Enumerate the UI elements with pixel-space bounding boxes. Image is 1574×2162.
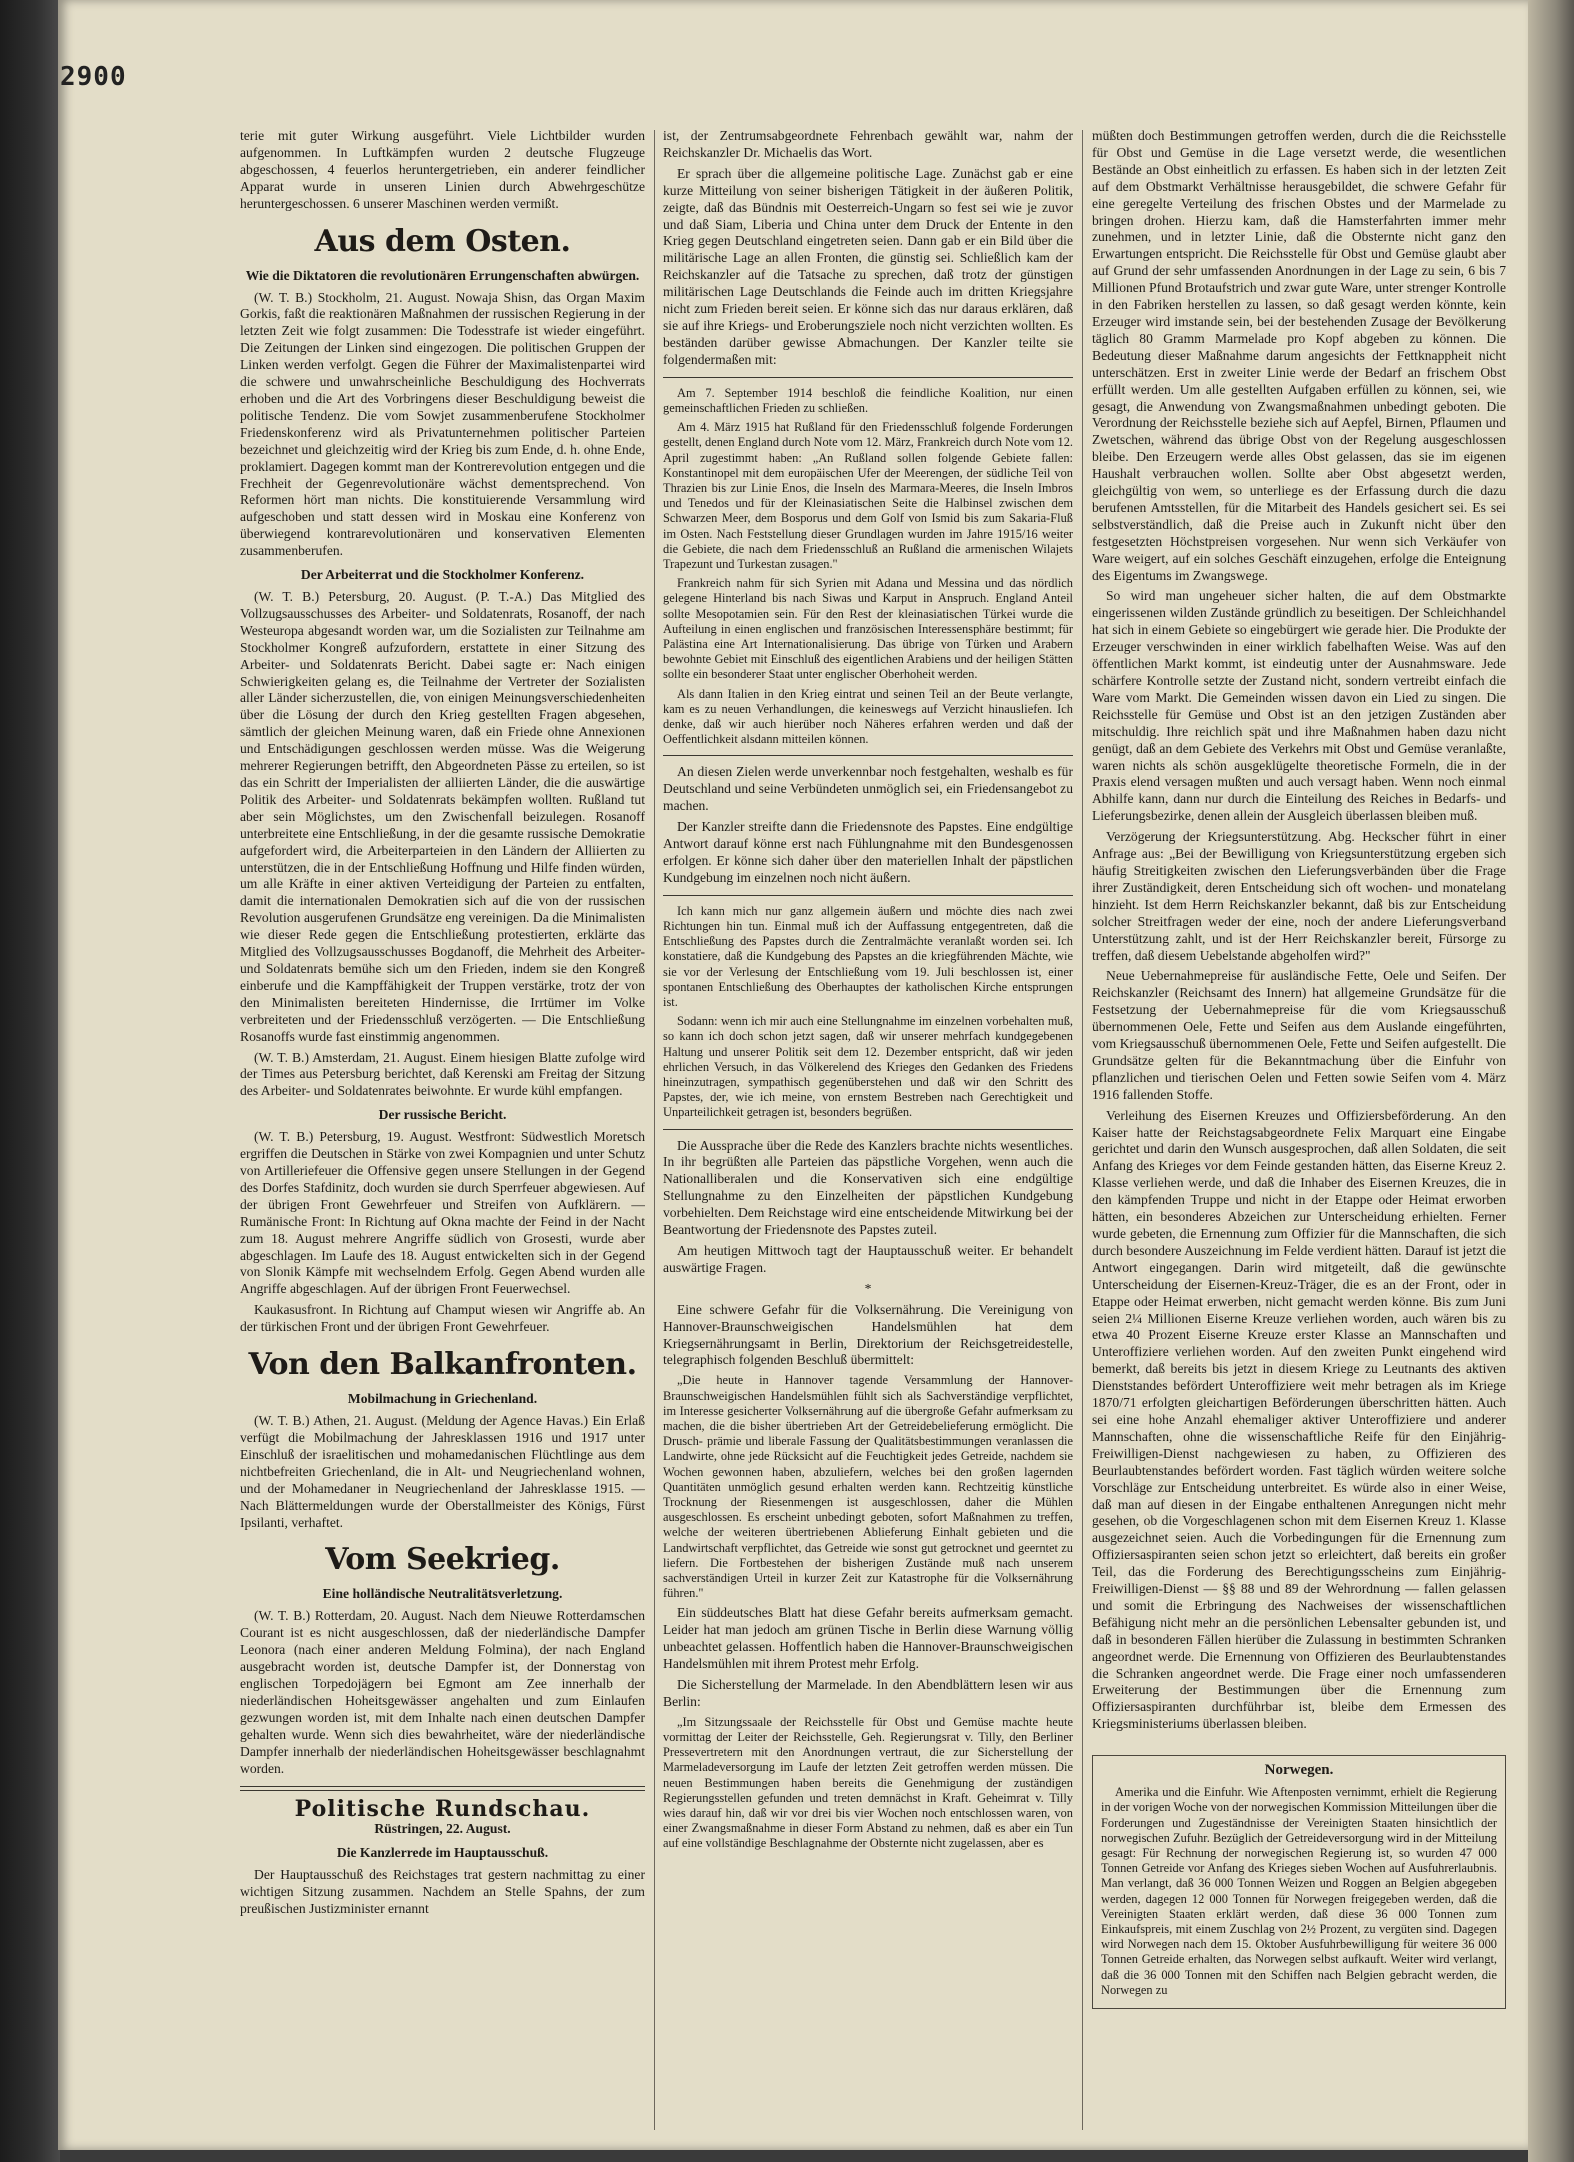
norwegen-box bbox=[1092, 1755, 1506, 2009]
page-stack-edge bbox=[1528, 0, 1574, 2162]
quote-divider bbox=[663, 377, 1073, 378]
article-paragraph: (W. T. B.) Amsterdam, 21. August. Einem hiesigen Blatte zufolge wird der Times aus Petersburg berichtet, daß Kerenski am Freitag der Sitzung des Arbeiter- und Soldatenrates beiwohnte. Er wurde kühl empfangen. bbox=[240, 1049, 645, 1099]
article-paragraph: Ein süddeutsches Blatt hat diese Gefahr bereits aufmerksam gemacht. Leider hat man jedoch am grünen Tische in Berlin diese Warnung völlig unbeachtet gelassen. Hoffentlich haben die Hannover-Braunschweigischen Handelsmühlen mit ihrem Protest mehr Erfolg. bbox=[663, 1605, 1073, 1672]
section-title-osten: Aus dem Osten. bbox=[314, 223, 571, 259]
section-divider bbox=[240, 1786, 645, 1791]
section-title-rundschau: Politische Rundschau. bbox=[294, 1795, 591, 1822]
article-paragraph: Eine schwere Gefahr für die Volksernährung. Die Vereinigung von Hannover-Braunschweigischen Handelsmühlen hat dem Kriegsernährungsamt in Berlin, Direktorium der Reichsgetreidestelle, telegraphisch folgenden Beschluß übermittelt: bbox=[663, 1301, 1073, 1368]
quoted-paragraph: „Die heute in Hannover tagende Versammlung der Hannover-Braunschweigischen Handelsmühlen fühlt sich als Sachverständige verpflichtet, im Interesse gesicherter Volksernährung auf die übergroße Gefahr aufmerksam zu machen, die die bisher übertrieben Art der Getreidebelieferung ermöglicht. Die Drusch- prämie und liberale Fassung der Qualitätsbestimmungen veranlassen die Landwirte, ohne jede Rücksicht auf die Feuchtigkeit jedes Getreide, nachdem sie Wochen gewonnen haben, abzuliefern, welches bei den großen lagernden Quantitäten unmöglich gesund erhalten werden kann. Rechtzeitig künstliche Trocknung der Riesenmengen ist ausgeschlossen, daher die Mühlen ausgeschlossen. Es erscheint unbedingt geboten, sofort Maßnahmen zu treffen, welche der weiteren übertriebenen Ablieferung Einhalt gebieten und die Landwirtschaft verpflichtet, das Getreide wie sonst gut getrocknet und geerntet zu liefern. Die Fortbestehen der bisherigen Zustände muß nach unserem sachverständigen Urteil in kurzer Zeit zur Katastrophe für die Volksernährung führen." bbox=[663, 1373, 1073, 1601]
article-paragraph: (W. T. B.) Petersburg, 20. August. (P. T.-A.) Das Mitglied des Vollzugsausschusses des Arbeiter- und Soldatenrats, Rosanoff, der nach Westeuropa abgesandt worden war, um die Sozialisten zur Teilnahme am Stockholmer Kongreß aufzufordern, erstattete in einer Sitzung des Arbeiter- und Soldatenrats Bericht. Dabei sagte er: Nach einigen Schwierigkeiten gelang es, die Teilnahme der Vertreter der Sozialisten aller Länder sicherzustellen, die, von einigen Meinungsverschiedenheiten über die Lösung der durch den Krieg gestellten Fragen abgesehen, sämtlich der gleichen Meinung waren, daß ein Friede ohne Annexionen und Entschädigungen geschlossen werden müsse. Was die Weigerung mehrerer Regierungen betrifft, den Abgeordneten Pässe zu erteilen, so ist das ein Schritt der Imperialisten der alliierten Länder, die die auswärtige Politik des Arbeiter- und Soldatenrats bekämpfen wollten. Rußland tut aber sein Möglichstes, um den Zwischenfall beizulegen. Rosanoff unterbreitete eine Entschließung, in der die gesamte russische Demokratie aufgefordert wird, die Arbeiterparteien in den Ländern der Alliierten zu unterstützen, die in der Entschließung Hoffnung und Hilfe finden würden, um alle Kräfte in einer aktiven Verteidigung der Parteien zu entfalten, damit die internationalen Demokratien sich auf die von der russischen Revolution ausgerufenen Grundsätze eng vereinigen. Da die Minimalisten wie dieser Rede gegen die Entschließung protestierten, erklärte das Mitglied des Vollzugsausschusses Bogdanoff, die Mehrheit des Arbeiter- und Soldatenrats bemühe sich um den Frieden, indem sie den Kongreß einberufe und die Kampffähigkeit der Truppen verstärke, trotz der von den Minimalisten bereiteten Hindernisse, die Irrtümer im Volke verbreiteten und der Friedensschluß verzögerten. — Die Entschließung Rosanoffs wurde fast einstimmig angenommen. bbox=[240, 589, 645, 1044]
article-paragraph: Die Aussprache über die Rede des Kanzlers brachte nichts wesentliches. In ihr begrüßten alle Parteien das päpstliche Vorgehen, wenn auch die Nationalliberalen und die Konservativen sich eine endgültige Stellungnahme zu den Einzelheiten der päpstlichen Kundgebung vorbehielten. Dem Reichstage wird eine entscheidende Mitwirkung bei der Beantwortung der Friedensnote des Papstes zuteil. bbox=[663, 1137, 1073, 1238]
dateline: Rüstringen, 22. August. bbox=[374, 1821, 511, 1837]
section-title-seekrieg: Vom Seekrieg. bbox=[325, 1542, 560, 1578]
quoted-paragraph: „Im Sitzungssaale der Reichsstelle für Obst und Gemüse machte heute vormittag der Leiter der Reichsstelle, Geh. Regierungsrat v. Tilly, den Berliner Pressevertretern mit den Anordnungen vertraut, die zur Sicherstellung der Marmeladeversorgung im Laufe der letzten Zeit getroffen werden müssen. Die neuen Bestimmungen haben bereits die Genehmigung der zuständigen Regierungsstellen gefunden und treten demnächst in Kraft. Geheimrat v. Tilly wies darauf hin, daß wir vor drei bis vier Wochen noch entschlossen waren, von einer Zwangsmaßnahme in dieser Form Abstand zu nehmen, daß es aber ein Tun auf eine vollständige Beschlagnahme der Obsternte nicht zugelassen, aber es bbox=[663, 1714, 1073, 1851]
page-number: 2900 bbox=[60, 62, 127, 92]
article-paragraph: (W. T. B.) Petersburg, 19. August. Westfront: Südwestlich Moretsch ergriffen die Deutschen in Stärke von zwei Kompagnien und unter Schutz von Artilleriefeuer die Offensive gegen unsere Stellungen in der Gegend des Dorfes Stafdinitz, doch wurden sie durch Sperrfeuer abgewiesen. Auf der übrigen Front Gewehrfeuer und Streifen von Aufklärern. — Rumänische Front: In Richtung auf Okna machte der Feind in der Nacht zum 18. August mehrere Angriffe südlich von Grosesti, wurde aber abgeschlagen. Im Laufe des 18. August entwickelten sich in der Gegend von Slonik Kämpfe mit wechselndem Erfolg. Gegen Abend wurden alle Angriffe abgeschlagen. Auf der übrigen Front Feuerwechsel. bbox=[240, 1129, 645, 1297]
box-title: Norwegen. bbox=[1264, 1762, 1334, 1779]
article-paragraph: Die Sicherstellung der Marmelade. In den Abendblättern lesen wir aus Berlin: bbox=[663, 1677, 1073, 1709]
column-rule-1 bbox=[654, 130, 655, 2130]
article-paragraph: Der Kanzler streifte dann die Friedensnote des Papstes. Eine endgültige Antwort darauf könne erst nach Fühlungnahme mit den Bundesgenossen erfolgen. Er könne sich daher über den materiellen Inhalt der päpstlichen Kundgebung im einzelnen noch nicht äußern. bbox=[663, 819, 1073, 885]
quoted-paragraph: Frankreich nahm für sich Syrien mit Adana und Messina und das nördlich gelegene Hinterland bis nach Siwas und Karput in Anspruch. England Anteil sollte Mesopotamien sein. Für den Rest der kleinasiatischen Türkei wurde die Aufteilung in einen englischen und französischen Interessensphäre bestimmt; für Palästina eine Art Internationalisierung. Das übrige von Türken und Arabern bewohnte Gebiet mit Einschluß des eigentlichen Arabiens und der heiligen Stätten sollte ein besonderer Staat unter englischer Oberhoheit werden. bbox=[663, 576, 1073, 682]
article-subtitle: Wie die Diktatoren die revolutionären Errungenschaften abwürgen. bbox=[245, 267, 640, 283]
article-paragraph: (W. T. B.) Rotterdam, 20. August. Nach dem Nieuwe Rotterdamschen Courant ist es nicht ausgeschlossen, daß der niederländische Dampfer Leonora (nach einer anderen Meldung Folmina), der nach England ausgebracht worden ist, deutsche Dampfer ist, der Donnerstag von englischen Torpedojägern bei Egmont am Zee innerhalb der niederländischen Hoheitsgewässer angehalten und zum Einlaufen gezwungen worden ist, mit dem Inhalte nach einen deutschen Dampfer gehalten wurde. Wenn sich dies bewahrheitet, wäre der niederländische Dampfer innerhalb der niederländischen Hoheitsgewässer beschlagnahmt worden. bbox=[240, 1608, 645, 1776]
book-binding-edge bbox=[0, 0, 60, 2162]
article-paragraph: Kaukasusfront. In Richtung auf Champut wiesen wir Angriffe ab. An der türkischen Front und der übrigen Front Gewehrfeuer. bbox=[240, 1302, 645, 1335]
article-paragraph: Der Hauptausschuß des Reichstages trat gestern nachmittag zu einer wichtigen Sitzung zusammen. Nachdem an Stelle Spahns, der zum preußischen Justizminister ernannt bbox=[240, 1867, 645, 1917]
section-title-balkan: Von den Balkanfronten. bbox=[248, 1347, 637, 1383]
article-paragraph: So wird man ungeheuer sicher halten, die auf dem Obstmarkte eingerissenen wilden Zustände gründlich zu beseitigen. Der Schleichhandel hat sich in einem Gebiete so eingebürgert wie gerade hier. Die Produkte der Erzeuger verschwinden in einer wirklich fabelhaften Weise. Was auf den öffentlichen Markt kommt, ist eindeutig unter der Ausnahmsware. Jede schärfere Kontrolle setzte der Zustand nicht, sondern vertreibt einfach die Ware vom Markt. Die Gemeinden wissen davon ein Lied zu singen. Die Reichsstelle für Gemüse und Obst ist an den jetzigen Zuständen aber mitschuldig. Ihre reichlich spät und ihre Maßnahmen haben dazu nicht genügt, daß an dem Gebiete des Verkehrs mit Obst und Gemüse veranlaßte, waren nichts als schön ausgeklügelte theoretische Formeln, die in der Praxis elend versagen mußten und auch versagt haben. Wenn noch einmal Abhilfe kann, dann nur durch die Einteilung des Reiches in Bedarfs- und Lieferungsbezirke, denen allein der Ausgleich überlassen bleiben muß. bbox=[1092, 588, 1506, 824]
separator-star: * bbox=[864, 1280, 872, 1296]
quoted-paragraph: Am 4. März 1915 hat Rußland für den Friedensschluß folgende Forderungen gestellt, denen England durch Note vom 12. März, Frankreich durch Note vom 12. April zugestimmt haben: „An Rußland sollen folgende Gebiete fallen: Konstantinopel mit dem europäischen Ufer der Meerengen, der südliche Teil von Thrazien bis zur Linie Enos, die Inseln des Marmara-Meeres, die Inseln Imbros und Tenedos und für der Kleinasiatischen Seite die Halbinsel zwischen dem Schwarzen Meer, dem Bosporus und dem Golf von Ismid bis zum Sakaria-Fluß im Osten. Nach Feststellung dieser Grundlagen wurden im Jahre 1915/16 weiter die Gebiete, die nach dem Friedensschluß an Rußland die armenischen Wilajets Trapezunt und Turkestan zusagen." bbox=[663, 420, 1073, 571]
article-subtitle: Mobilmachung in Griechenland. bbox=[347, 1391, 538, 1407]
article-paragraph: müßten doch Bestimmungen getroffen werden, durch die die Reichsstelle für Obst und Gemüse in die Lage versetzt werde, die wesentlichen Bestände an Obst einheitlich zu erfassen. Es haben sich in der letzten Zeit auf dem Obstmarkt Verhältnisse herausgebildet, die schwere Gefahr für eine geregelte Verteilung des frischen Obstes und der Marmelade zu bringen drohen. Hierzu kam, daß die Hamsterfahrten immer mehr zunehmen, und in letzter Linie, daß die Obsternte nicht ganz den Erwartungen entspricht. Die Reichsstelle für Obst und Gemüse glaubt aber auf Grund der sehr umfassenden Anordnungen in der Lage zu sein, 6 bis 7 Millionen Pfund Brotaufstrich und zwar gute Ware, unter strenger Kontrolle in den Fabriken herstellen zu lassen, so daß gesagt werden könnte, kein Erzeuger wird imstande sein, bei der bestehenden Zusage der Bevölkerung täglich 80 Gramm Marmelade pro Kopf abgeben zu können. Die Bedeutung dieser Maßnahme darum angesichts der Fettknappheit nicht unterschätzen. Erst in zweiter Linie werde der Bedarf an frischem Obst erfüllt werden. Um alle gestellten Aufgaben erfüllen zu können, sei, wie gesagt, die Anwendung von Zwangsmaßnahmen unbedingt geboten. Die Verordnung der Reichsstelle beziehe sich auf Aepfel, Birnen, Pflaumen und Zwetschen, während das übrige Obst von der Regelung ausgeschlossen bleibe. Den Erzeugern werde alles Obst gelassen, das sie im eigenen Haushalt verbrauchen wollen. Sollte aber Obst abgesetzt werden, gleichgültig von wem, so unterliege es der Erfassung durch die dazu berufenen Amtsstellen, für die Mitarbeit des Handels gesichert sei. Es sei selbstverständlich, daß die Preise auch in Zukunft nicht über den festgesetzten Höchstpreisen vorgesehen. Nur wenn sich Verkäufer von Ware weigert, auf ein solches Geschäft einzugehen, erfolge die Enteignung des Eigentums im Zwangswege. bbox=[1092, 128, 1506, 583]
article-paragraph: Verleihung des Eisernen Kreuzes und Offiziersbeförderung. An den Kaiser hatte der Reichstagsabgeordnete Felix Marquart eine Eingabe gerichtet und darin den Wunsch ausgesprochen, daß allen Soldaten, die seit Anfang des Krieges vor dem Feinde gestanden hätten, das Eiserne Kreuz 2. Klasse verliehen werde, und daß die Inhaber des Eisernen Kreuzes, die in den kämpfenden Truppe und nicht in der Etappe oder Heimat erworben hätten, ein besonderes Abzeichen zur Unterscheidung erhielten. Ferner wurde gebeten, die Ernennung zum Offizier für die Mannschaften, die sich durch besondere Auszeichnung im Felde verdient hätten. Darauf ist jetzt die Antwort eingegangen. Darin wird mitgeteilt, daß die gewünschte Unterscheidung der Eisernen-Kreuz-Träger, die es an der Front, oder in Etappe oder Heimat erwerben, nicht gemacht werden könne. Bis zum Juni seien 2¼ Millionen Eiserne Kreuze verliehen worden, auch wären bis zu etwa 40 Prozent Eiserne Kreuze erster Klasse an Mannschaften und Unteroffiziere verliehen worden. Auf den zweiten Punkt eingehend wird bemerkt, daß bereits bis jetzt in diesem Kriege zu Leutnants des aktiven Dienststandes befördert Unteroffiziere weit mehr betragen als im Kriege 1870/71 erfolgten gleichartigen Beförderungen überschritten hätten. Auch sei eine hohe Anzahl ehemaliger aktiver Unteroffiziere und anderer Mannschaften, ohne die wissenschaftliche Reife für den Einjährig-Freiwilligen-Dienst nachgewiesen zu haben, zu Offizieren des Beurlaubtenstandes befördert worden. Fast täglich würden weitere solche Vorschläge zur Entscheidung unterbreitet. Es würde also in einer Weise, daß man auf diesen in der Eingabe enthaltenen Anregungen nicht mehr gesehen, ob die Vorgeschlagenen schon mit dem Eisernen Kreuz 1. Klasse ausgezeichnet seien. Auch die Vorbedingungen für die Ernennung zum Offiziersaspiranten seien schon jetzt so erleichtert, daß bereits ein großer Teil, das die Forderung des Berechtigungsscheins zum Einjährig-Freiwilligen-Dienst — §§ 88 und 89 der Wehrordnung — fallen gelassen und somit die Erbringung des Nachweises der wissenschaftlichen Befähigung nicht mehr an die persönlichen Lebensalter gebunden ist, und daß in besonderen Fällen hierüber die Zulassung in bestimmten Schranken angeordnet werde. Die Ernennung von Offizieren des Beurlaubtenstandes die Schranken angeordnet werde. Die Frage einer noch umfassenderen Erweiterung der Bestimmungen über die Ernennung zum Offiziersaspiranten durchführbar ist, bleibe dem Ermessen des Kriegsministeriums überlassen bleiben. bbox=[1092, 1107, 1506, 1732]
column-3 bbox=[1092, 128, 1506, 2138]
article-subtitle: Der Arbeiterrat und die Stockholmer Konferenz. bbox=[300, 567, 585, 583]
quoted-paragraph: Sodann: wenn ich mir auch eine Stellungnahme im einzelnen vorbehalten muß, so kann ich doch schon jetzt sagen, daß wir unserer mehrfach kundgegebenen Haltung und unserer Politik seit dem 12. Dezember entspricht, daß wir jeden ehrlichen Versuch, in das Völkerelend des Krieges den Gedanken des Friedens hineinzutragen, sympathisch gegenüberstehen und daß wir den Schritt des Papstes, der, wie ich meine, von ernstem Bestreben nach Gerechtigkeit und Unparteilichkeit getragen ist, besonders begrüßen. bbox=[663, 1014, 1073, 1120]
article-paragraph: (W. T. B.) Stockholm, 21. August. Nowaja Shisn, das Organ Maxim Gorkis, faßt die reaktionären Maßnahmen der russischen Regierung in der letzten Zeit wie folgt zusammen: Die Todesstrafe ist wieder eingeführt. Die Zeitungen der Linken sind eingezogen. Die politischen Gruppen der Linken werden verfolgt. Gegen die Führer der Maximalistenpartei wird die schwere und unwahrscheinliche Beschuldigung des Hochverrats erhoben und die Art des Vorbringens dieser Beschuldigung beweist die politische Tendenz. Die vom Sowjet zusammenberufene Stockholmer Friedenskonferenz wird als Privatunternehmen politischer Parteien bezeichnet und gleichzeitig wird der Krieg bis zum Ende, d. h. ohne Ende, proklamiert. Dagegen kommt man der Kontrerevolution entgegen und die Frechheit der Gegenrevolutionäre wächst dementsprechend. Von Reformen hört man nichts. Die konstituierende Versammlung wird aufgeschoben und statt dessen wird in Moskau eine Konferenz von überwiegend kontrarevolutionären und konservativen Elementen zusammenberufen. bbox=[240, 289, 645, 559]
article-paragraph: Am heutigen Mittwoch tagt der Hauptausschuß weiter. Er behandelt auswärtige Fragen. bbox=[663, 1242, 1073, 1275]
article-subtitle: Der russische Bericht. bbox=[378, 1107, 507, 1123]
article-paragraph: Er sprach über die allgemeine politische Lage. Zunächst gab er eine kurze Mitteilung von seiner bisherigen Tätigkeit in der äußeren Politik, zeigte, daß das Bündnis mit Oesterreich-Ungarn so fest sei wie je zuvor und daß Siam, Liberia und China unter dem Druck der Entente in den Krieg gegen Deutschland eingetreten seien. Dann gab er ein Bild über die militärische Lage an allen Fronten, die günstig sei. Schließlich kam der Reichskanzler auf die Tatsache zu sprechen, daß trotz der günstigen militärischen Lage Deutschlands die Feinde auch im dritten Kriegsjahre nicht zum Frieden bereit seien. Er könne sich das nur daraus erklären, daß sie auf ihre Kriegs- und Eroberungsziele noch nicht verzichten wollten. Es beständen darüber gewisse Abmachungen. Der Kanzler teilte sie folgendermaßen mit: bbox=[663, 165, 1073, 367]
column-rule-2 bbox=[1082, 130, 1083, 2130]
article-paragraph: ist, der Zentrumsabgeordnete Fehrenbach gewählt war, nahm der Reichskanzler Dr. Michaelis das Wort. bbox=[663, 128, 1073, 160]
article-paragraph: Neue Uebernahmepreise für ausländische Fette, Oele und Seifen. Der Reichskanzler (Reichsamt des Innern) hat allgemeine Grundsätze für die Festsetzung der Uebernahmepreise für die vom Kriegsausschuß übernommenen Oele, Fette und Seifen aus dem Auslande eingeführten, vom Kriegsausschuß übernommenen Oele, Fette und Seifen aufgestellt. Die Grundsätze gelten für die Bekanntmachung über die Einfuhr von pflanzlichen und tierischen Oelen und Fetten sowie Seifen vom 4. März 1916 fallenden Stoffe. bbox=[1092, 968, 1506, 1102]
quote-divider bbox=[663, 755, 1073, 756]
quoted-paragraph: Ich kann mich nur ganz allgemein äußern und möchte dies nach zwei Richtungen hin tun. Einmal muß ich der Auffassung entgegentreten, daß die Entschließung des Papstes durch die Zentralmächte veranlaßt worden sei. Ich konstatiere, daß die Kundgebung des Papstes an die kriegführenden Mächte, wie sie vor der Verlesung der Entschließung vom 19. Juli beschlossen ist, einer spontanen Entschließung des Oberhauptes der katholischen Kirche entsprungen ist. bbox=[663, 903, 1073, 1009]
article-paragraph: (W. T. B.) Athen, 21. August. (Meldung der Agence Havas.) Ein Erlaß verfügt die Mobilmachung der Jahresklassen 1916 und 1917 unter Einschluß der israelitischen und mohamedanischen Flüchtlinge aus dem nichtbefreiten Griechenland, die in Alt- und Neugriechenland wohnen, und der Mohamedaner in Neugriechenland der Jahresklasse 1915. — Nach Blättermeldungen wurde der Oberstallmeister des Königs, Fürst Ipsilanti, verhaftet. bbox=[240, 1413, 645, 1530]
quoted-paragraph: Am 7. September 1914 beschloß die feindliche Koalition, nur einen gemeinschaftlichen Frieden zu schließen. bbox=[663, 385, 1073, 415]
quote-divider bbox=[663, 895, 1073, 896]
column-2 bbox=[663, 128, 1073, 2138]
article-subtitle: Die Kanzlerrede im Hauptausschuß. bbox=[336, 1845, 549, 1861]
column-1 bbox=[240, 128, 645, 2138]
article-continuation: terie mit guter Wirkung ausgeführt. Viele Lichtbilder wurden aufgenommen. In Luftkämpfen wurden 2 deutsche Flugzeuge abgeschossen, 4 feuerlos heruntergetrieben, ein anderer feindlicher Apparat wurde in unseren Linien durch Abwehrgeschütze heruntergeschossen. 6 unserer Maschinen werden vermißt. bbox=[240, 128, 645, 211]
box-paragraph: Amerika und die Einfuhr. Wie Aftenposten vernimmt, erhielt die Regierung in der vorigen Woche von der norwegischen Kommission Mitteilungen über die Forderungen und Zugeständnisse der Vereinigten Staaten hinsichtlich der norwegischen Zufuhr. Bezüglich der Getreideversorgung wird in der Mitteilung gesagt: Für Rechnung der norwegischen Regierung ist, so wurden 47 000 Tonnen Getreide vor Anfang des Krieges sieben Wochen auf Ausfuhrerlaubnis. Man verlangt, daß 36 000 Tonnen Weizen und Roggen an Belgien abgegeben werden, dagegen 12 000 Tonnen für Norwegen freigegeben werden, daß die Vereinigten Staaten erklärt werden, daß diese 36 000 Tonnen zum Einkaufspreis, mit einem Zuschlag von 2½ Prozent, zu vergüten sind. Dagegen wird Norwegen nach dem 15. Oktober Ausfuhrbewilligung für weitere 36 000 Tonnen Getreide erhalten, das Norwegen selbst aufkauft. Weiter wird verlangt, daß die 36 000 Tonnen mit den Schiffen nach Belgien gebracht werden, die Norwegen zu bbox=[1101, 1785, 1497, 1997]
article-subtitle: Eine holländische Neutralitätsverletzung. bbox=[322, 1586, 563, 1602]
quoted-paragraph: Als dann Italien in den Krieg eintrat und seinen Teil an der Beute verlangte, kam es zu neuen Verhandlungen, die keineswegs auf Verzicht hinausliefen. Ich denke, daß wir auch hierüber noch Näheres erfahren werden und daß der Oeffentlichkeit alsdann mitteilen können. bbox=[663, 686, 1073, 747]
quote-divider bbox=[663, 1129, 1073, 1130]
article-paragraph: An diesen Zielen werde unverkennbar noch festgehalten, weshalb es für Deutschland und seine Verbündeten unmöglich sei, ein Friedensangebot zu machen. bbox=[663, 764, 1073, 814]
article-paragraph: Verzögerung der Kriegsunterstützung. Abg. Heckscher führt in einer Anfrage aus: „Bei der Bewilligung von Kriegsunterstützung ergeben sich häufig Streitigkeiten zwischen den Lieferungsverbänden über die Frage ihrer Zuständigkeit, deren Entscheidung sich oft wochen- und monatelang hinzieht. Ist dem Herrn Reichskanzler bekannt, daß bis zur Entscheidung solcher Streitfragen weder der eine, noch der andere Lieferungsverband Unterstützung zahlt, und ist der Herr Reichskanzler bereit, Fürsorge zu treffen, daß diesem Uebelstande abgeholfen wird?" bbox=[1092, 829, 1506, 963]
